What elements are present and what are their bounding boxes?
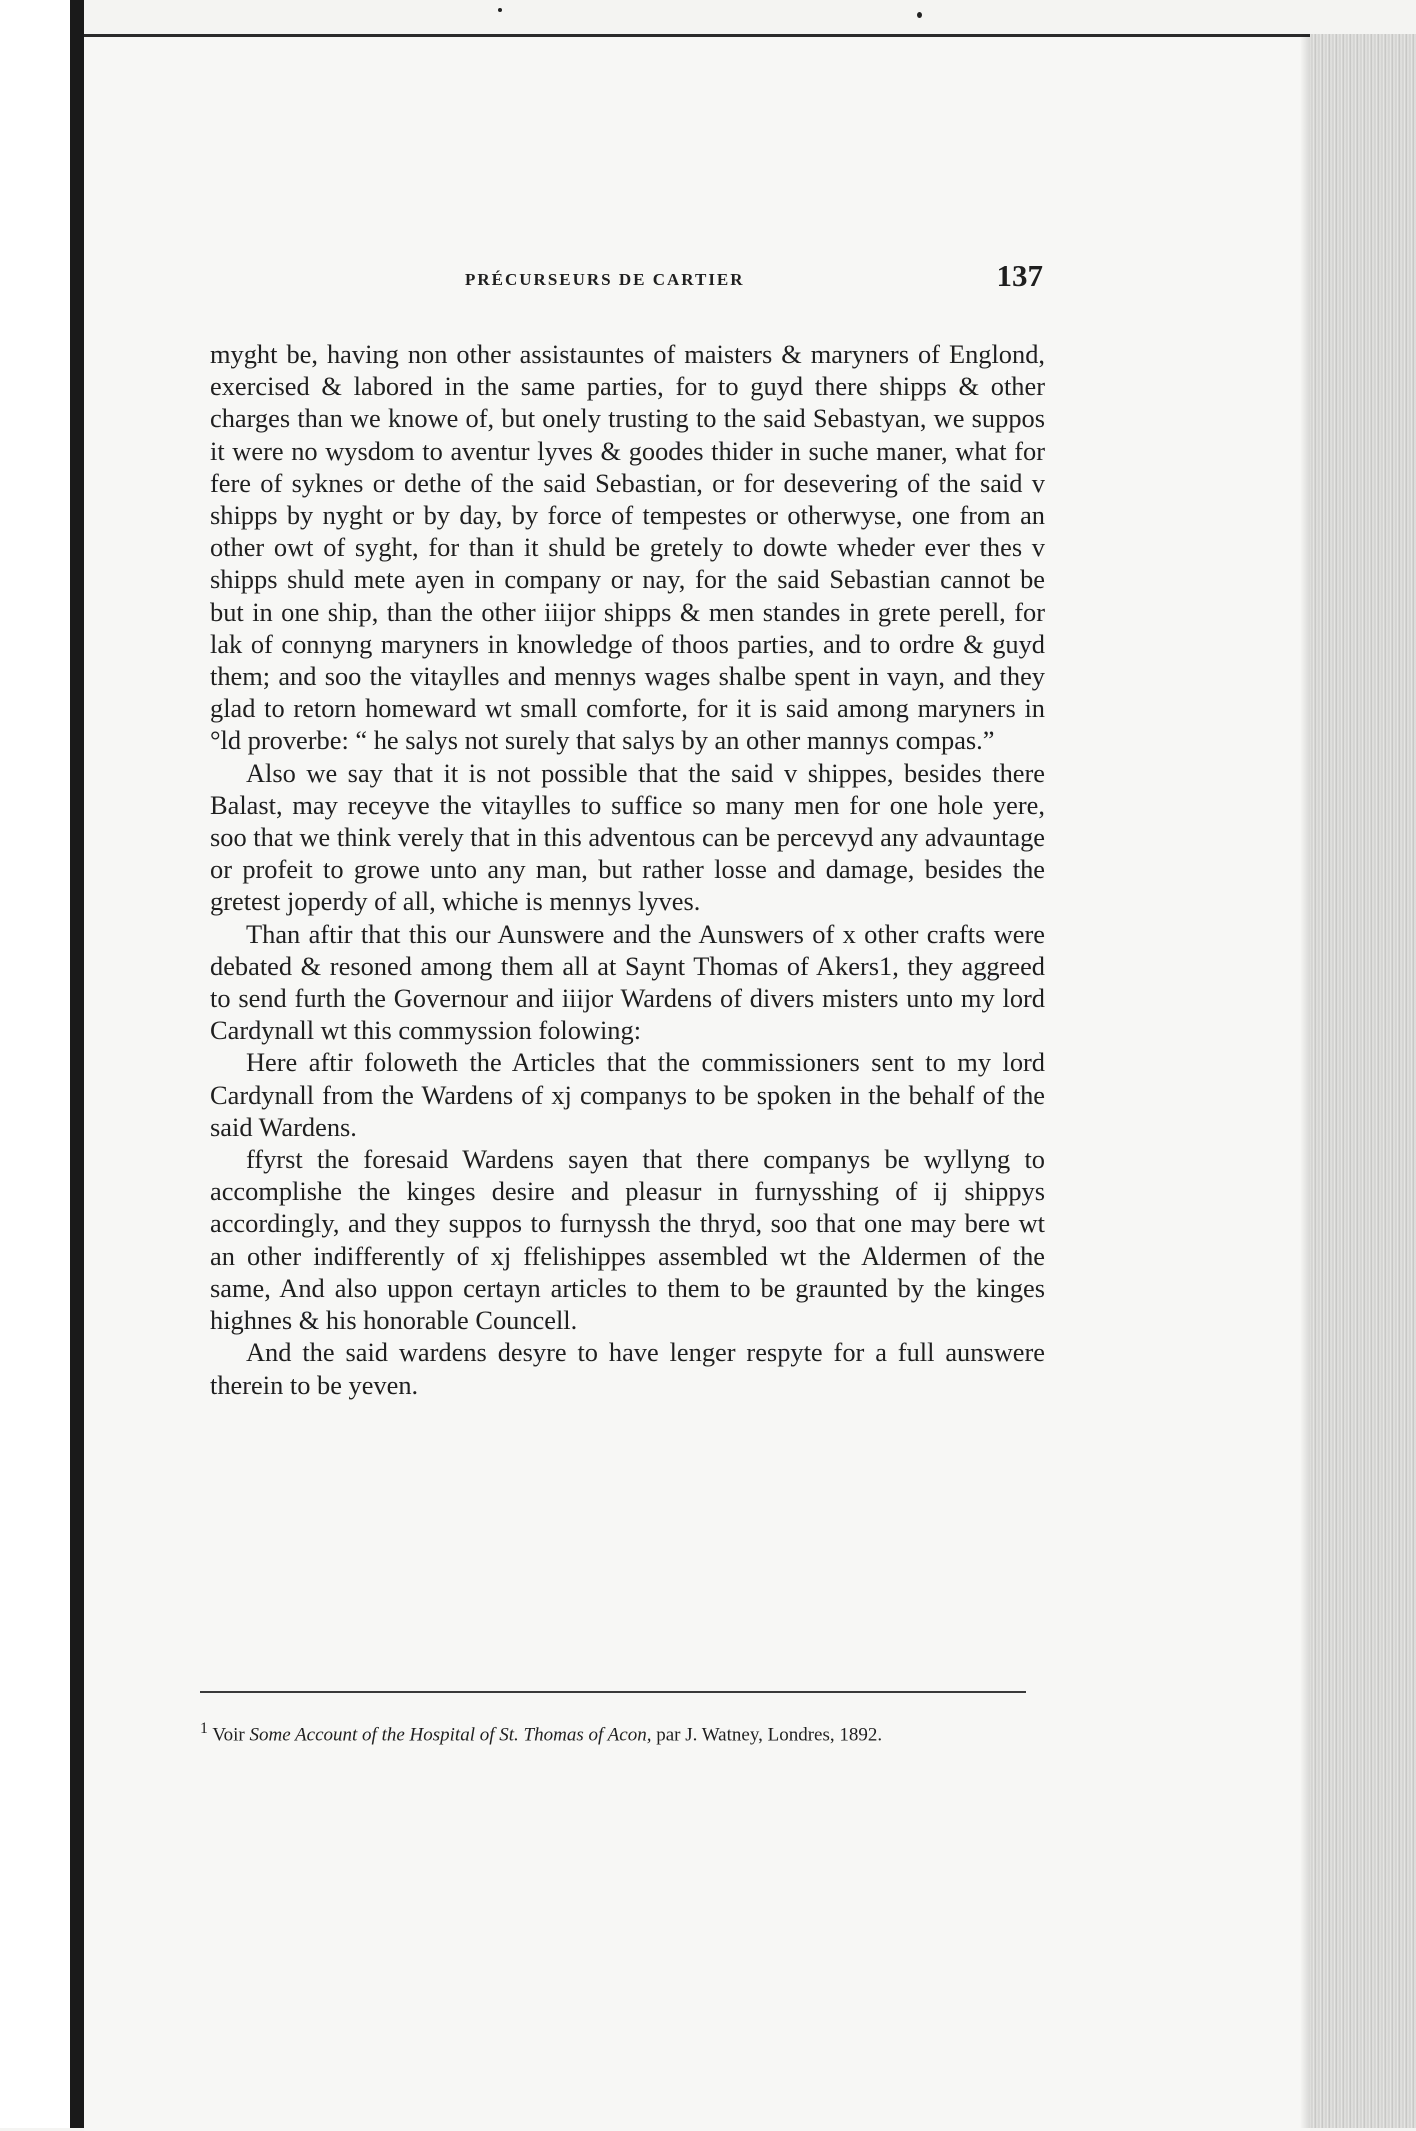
page-header: [200, 256, 1045, 302]
footnote-lead: Voir: [212, 1724, 245, 1746]
facing-page-margin: [0, 0, 74, 2128]
footnote-rest: par J. Watney, Londres, 1892.: [656, 1724, 883, 1746]
page-number: 137: [996, 258, 1043, 293]
footnote-title: Some Account of the Hospital of St. Thomas of Acon,: [249, 1724, 652, 1746]
footnote-rule: [200, 1691, 1026, 1693]
running-head: PRÉCURSEURS DE CARTIER: [465, 270, 745, 289]
footnote-marker: 1: [200, 1720, 208, 1737]
paragraph: And the said wardens desyre to have lenger respyte for a full aunswere therein to be yeven.: [210, 1337, 1045, 1400]
footnote: [200, 1718, 1030, 1746]
paragraph: Also we say that it is not possible that the said v shippes, besides there Balast, may receyve the vitaylles to suffice so many men for one hole yere, soo that we think verely that in this adventous can be percevyd any advauntage or profeit to growe unto any man, but rather losse and damage, besides the gretest joperdy of all, whiche is mennys lyves.: [210, 757, 1045, 917]
dust-speck: [917, 12, 922, 18]
paragraph: Here aftir foloweth the Articles that the commissioners sent to my lord Cardynall from the Wardens of xj companys to be spoken in the behalf of the said Wardens.: [210, 1047, 1045, 1142]
paragraph: Than aftir that this our Aunswere and the Aunswers of x other crafts were debated & resoned among them all at Saynt Thomas of Akers1, they aggreed to send furth the Governour and iiijor Wardens of divers misters unto my lord Cardynall wt this commyssion folowing:: [210, 918, 1045, 1046]
book-gutter: [70, 0, 84, 2128]
page-stack-edge: [1310, 34, 1416, 2128]
body-text: [210, 338, 1045, 1401]
paragraph: myght be, having non other assistauntes of maisters & maryners of Englond, exercised & labored in the same parties, for to guyd there shipps & other charges than we knowe of, but onely trusting to the said Sebastyan, we suppos it were no wysdom to aventur lyves & goodes thider in suche maner, what for fere of syknes or dethe of the said Sebastian, or for desevering of the said v shipps by nyght or by day, by force of tempestes or otherwyse, one from an other owt of syght, for than it shuld be gretely to dowte wheder ever thes v shipps shuld mete ayen in company or nay, for the said Sebastian cannot be but in one ship, than the other iiijor shipps & men standes in grete perell, for lak of connyng maryners in knowledge of thoos parties, and to ordre & guyd them; and soo the vitaylles and mennys wages shalbe spent in vayn, and they glad to retorn homeward wt small comforte, for it is said among maryners in °ld proverbe: “ he salys not surely that salys by an other mannys compas.”: [210, 339, 1045, 756]
paragraph: ffyrst the foresaid Wardens sayen that there companys be wyllyng to accomplishe the kinges desire and pleasur in furnysshing of ij shippys accordingly, and they suppos to furnyssh the thryd, soo that one may bere wt an other indifferently of xj ffelishippes assembled wt the Aldermen of the same, And also uppon certayn articles to them to be graunted by the kinges highnes & his honorable Councell.: [210, 1144, 1045, 1336]
dust-speck: [498, 8, 502, 12]
